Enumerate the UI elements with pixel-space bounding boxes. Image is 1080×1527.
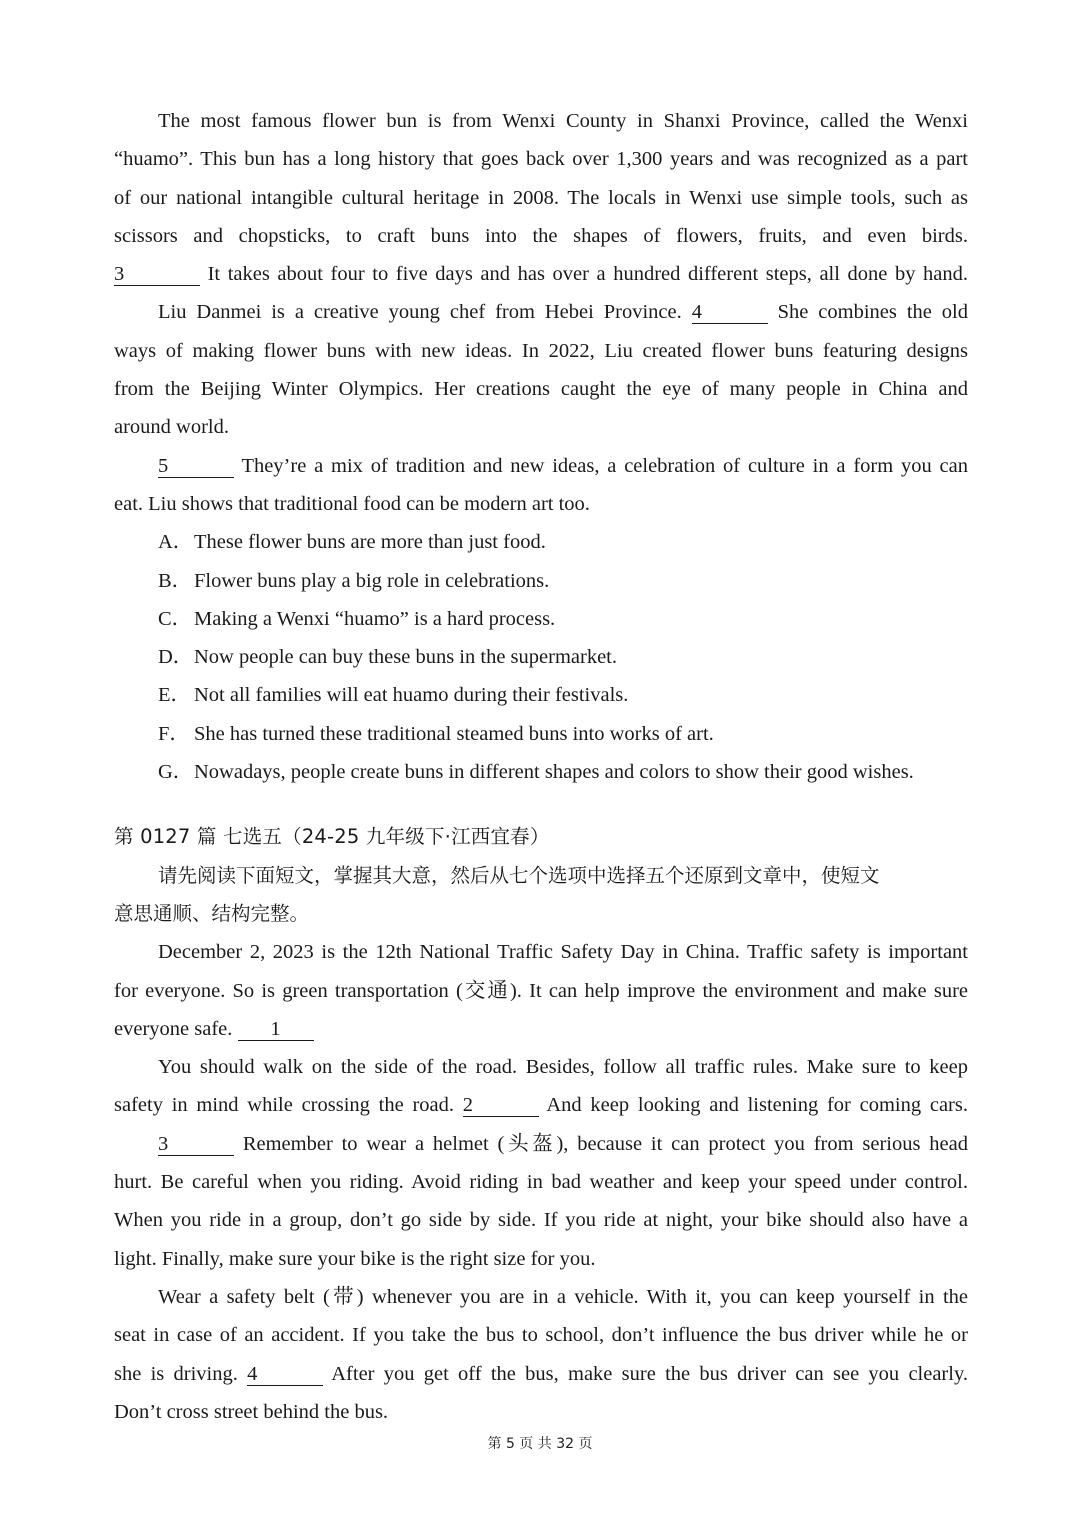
text-line: around world. — [114, 416, 230, 439]
answer-blank[interactable]: 5 — [158, 455, 234, 478]
text-line: The most famous flower bun is from Wenxi County in Shanxi Province, called the Wenxi — [158, 110, 968, 132]
text-line: for everyone. So is green transportation (交通). It can help improve the environment and make sure — [114, 979, 968, 1002]
option-letter: G． — [158, 761, 194, 784]
option-item[interactable] — [114, 753, 968, 791]
option-letter: B． — [158, 569, 193, 592]
instruction-line: 意思通顺、结构完整。 — [114, 901, 310, 925]
option-text: Flower buns play a big role in celebrations. — [194, 569, 550, 592]
answer-blank[interactable]: 4 — [692, 301, 768, 324]
section-heading: 第 0127 篇 七选五（24-25 九年级下·江西宜春） — [114, 825, 550, 849]
text-span: After you get off the bus, make sure the bus driver can see you clearly. — [331, 1362, 968, 1385]
document-page — [114, 102, 968, 1431]
text-line — [114, 255, 968, 293]
option-letter: F． — [158, 722, 190, 745]
text-line: eat. Liu shows that traditional food can be modern art too. — [114, 492, 590, 515]
text-line — [114, 1355, 968, 1393]
option-item[interactable] — [114, 638, 968, 676]
text-line: hurt. Be careful when you riding. Avoid riding in bad weather and keep your speed under control. — [114, 1171, 968, 1194]
option-letter: C． — [158, 607, 193, 630]
option-item[interactable] — [114, 600, 968, 638]
text-span: everyone safe. — [114, 1017, 233, 1040]
text-line: “huamo”. This bun has a long history that goes back over 1,300 years and was recognized as a part — [114, 148, 968, 171]
text-span: Liu Danmei is a creative young chef from Hebei Province. — [158, 301, 682, 324]
answer-blank[interactable]: 1 — [238, 1018, 314, 1041]
text-span: And keep looking and listening for coming cars. — [546, 1094, 968, 1117]
text-line: December 2, 2023 is the 12th National Traffic Safety Day in China. Traffic safety is important — [158, 941, 968, 964]
text-line: Don’t cross street behind the bus. — [114, 1400, 389, 1423]
text-line: scissors and chopsticks, to craft buns into the shapes of flowers, fruits, and even birds. — [114, 224, 968, 247]
page-footer: 第 5 页 共 32 页 — [487, 1436, 593, 1452]
option-item[interactable] — [114, 715, 968, 753]
answer-blank[interactable]: 3 — [158, 1133, 234, 1156]
answer-blank[interactable]: 4 — [247, 1363, 323, 1386]
text-line — [114, 293, 968, 331]
option-item[interactable] — [114, 523, 968, 561]
option-letter: A． — [158, 531, 194, 554]
text-line: You should walk on the side of the road. Besides, follow all traffic rules. Make sure to keep — [158, 1056, 968, 1079]
text-line — [114, 1125, 968, 1163]
text-line: When you ride in a group, don’t go side by side. If you ride at night, your bike should also have a — [114, 1209, 968, 1232]
answer-blank[interactable]: 3 — [114, 263, 200, 286]
text-span: safety in mind while crossing the road. — [114, 1094, 454, 1117]
option-letter: D． — [158, 646, 194, 669]
option-text: Not all families will eat huamo during their festivals. — [194, 684, 629, 707]
text-line: of our national intangible cultural heritage in 2008. The locals in Wenxi use simple tools, such as — [114, 186, 968, 209]
option-item[interactable] — [114, 676, 968, 714]
option-letter: E． — [158, 684, 192, 707]
answer-blank[interactable]: 2 — [463, 1094, 539, 1117]
text-line: from the Beijing Winter Olympics. Her creations caught the eye of many people in China and — [114, 378, 968, 401]
option-text: She has turned these traditional steamed buns into works of art. — [194, 722, 714, 745]
text-span: She combines the old — [777, 301, 968, 324]
option-text: Now people can buy these buns in the supermarket. — [194, 646, 617, 669]
option-item[interactable] — [114, 562, 968, 600]
section-gap — [114, 791, 968, 818]
option-text: These flower buns are more than just food. — [194, 531, 546, 554]
text-line — [114, 1086, 968, 1124]
option-text: Nowadays, people create buns in different shapes and colors to show their good wishes. — [194, 761, 914, 784]
text-line: seat in case of an accident. If you take the bus to school, don’t influence the bus driver while he or — [114, 1324, 968, 1347]
text-span: Remember to wear a helmet (头盔), because it can protect you from serious head — [242, 1132, 969, 1155]
text-line: Wear a safety belt (带) whenever you are in a vehicle. With it, you can keep yourself in the — [158, 1285, 968, 1308]
text-line — [114, 1010, 968, 1048]
text-line: ways of making flower buns with new ideas. In 2022, Liu created flower buns featuring designs — [114, 339, 968, 362]
text-span: They’re a mix of tradition and new ideas, a celebration of culture in a form you can — [241, 454, 968, 477]
option-text: Making a Wenxi “huamo” is a hard process. — [194, 607, 556, 630]
text-line: light. Finally, make sure your bike is the right size for you. — [114, 1247, 596, 1270]
text-line — [114, 447, 968, 485]
text-span: It takes about four to five days and has over a hundred different steps, all done by hand. — [207, 263, 969, 286]
instruction-line: 请先阅读下面短文，掌握其大意，然后从七个选项中选择五个还原到文章中，使短文 — [158, 863, 880, 887]
text-span: she is driving. — [114, 1362, 238, 1385]
